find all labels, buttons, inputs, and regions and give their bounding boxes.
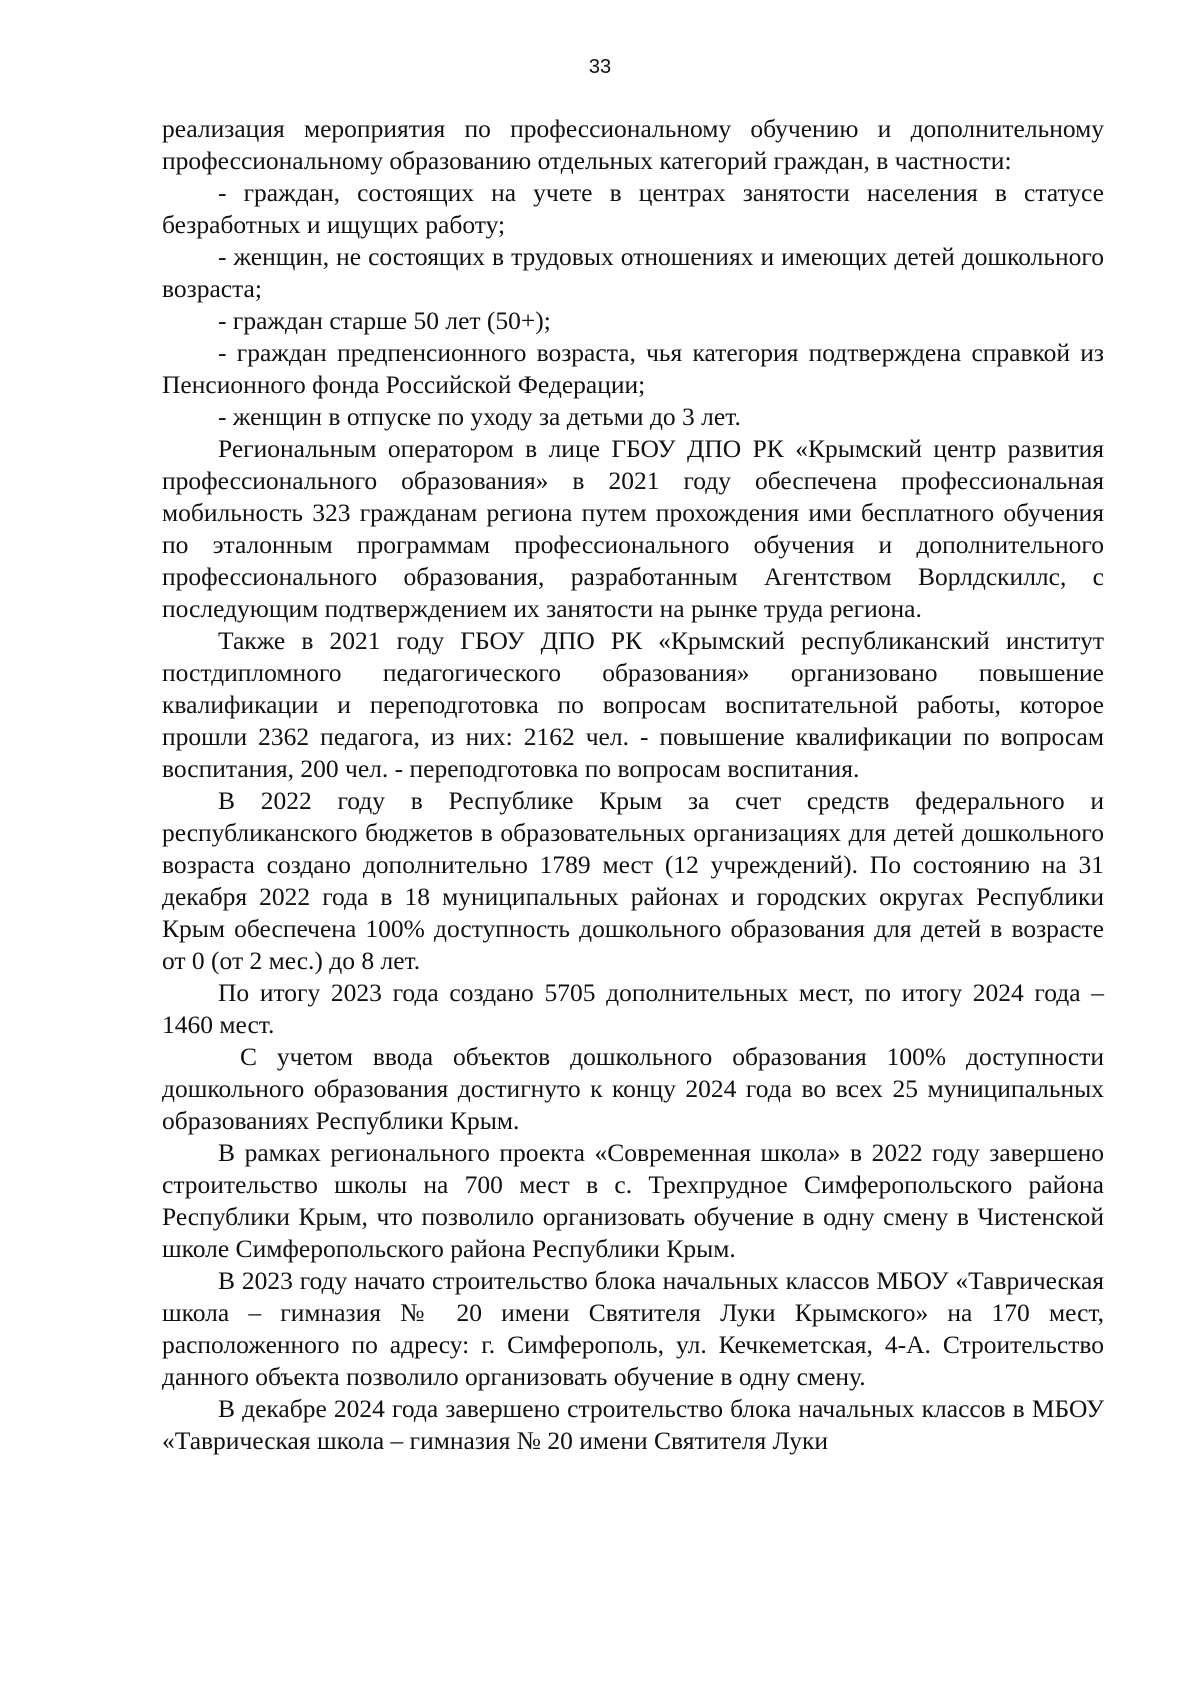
list-item-women-children: - женщин, не состоящих в трудовых отношениях и имеющих детей дошкольного возраста; bbox=[162, 242, 1104, 303]
list-item-unemployed: - граждан, состоящих на учете в центрах занятости населения в статусе безработных и ищущих работу; bbox=[162, 178, 1104, 239]
paragraph-teacher-training: Также в 2021 году ГБОУ ДПО РК «Крымский республиканский институт постдипломного педагогического образования» организовано повышение квалификации и переподготовка по вопросам воспитательной работы, которое прошли 2362 педагога, из них: 2162 чел. - повышение квалификации по вопросам воспитания, 200 чел. - переподготовка по вопросам воспитания. bbox=[162, 626, 1104, 783]
list-item-maternity-leave: - женщин в отпуске по уходу за детьми до 3 лет. bbox=[218, 402, 741, 431]
paragraph-places-2023-2024: По итогу 2023 года создано 5705 дополнительных мест, по итогу 2024 года – 1460 мест. bbox=[162, 978, 1104, 1039]
paragraph-preschool-2022: В 2022 году в Республике Крым за счет средств федерального и республиканского бюджетов в образовательных организациях для детей дошкольного возраста создано дополнительно 1789 мест (12 учреждений). По состоянию на 31 декабря 2022 года в 18 муниципальных районах и городских округах Республики Крым обеспечена 100% доступность дошкольного образования для детей в возрасте от 0 (от 2 мес.) до 8 лет. bbox=[162, 786, 1104, 975]
paragraph-intro: реализация мероприятия по профессиональному обучению и дополнительному профессиональному образованию отдельных категорий граждан, в частности: bbox=[162, 114, 1104, 175]
page-number: 33 bbox=[588, 56, 612, 78]
paragraph-regional-operator: Региональным оператором в лице ГБОУ ДПО РК «Крымский центр развития профессионального образования» в 2021 году обеспечена профессиональная мобильность 323 гражданам региона путем прохождения ими бесплатного обучения по эталонным программам профессионального обучения и дополнительного профессионального образования, разработанным Агентством Ворлдскиллс, с последующим подтверждением их занятости на рынке труда региона. bbox=[162, 434, 1104, 623]
paragraph-preschool-access: С учетом ввода объектов дошкольного образования 100% доступности дошкольного образования достигнуто к концу 2024 года во всех 25 муниципальных образованиях Республики Крым. bbox=[162, 1042, 1104, 1135]
paragraph-construction-2024: В декабре 2024 года завершено строительство блока начальных классов в МБОУ «Таврическая школа – гимназия № 20 имени Святителя Луки bbox=[162, 1394, 1104, 1455]
document-body bbox=[162, 113, 1104, 1457]
list-item-pre-retirement: - граждан предпенсионного возраста, чья категория подтверждена справкой из Пенсионного фонда Российской Федерации; bbox=[162, 338, 1104, 399]
paragraph-construction-2023: В 2023 году начато строительство блока начальных классов МБОУ «Таврическая школа – гимназия № 20 имени Святителя Луки Крымского» на 170 мест, расположенного по адресу: г. Симферополь, ул. Кечкеметская, 4-А. Строительство данного объекта позволило организовать обучение в одну смену. bbox=[162, 1266, 1104, 1391]
paragraph-modern-school: В рамках регионального проекта «Современная школа» в 2022 году завершено строительство школы на 700 мест в с. Трехпрудное Симферопольского района Республики Крым, что позволило организовать обучение в одну смену в Чистенской школе Симферопольского района Республики Крым. bbox=[162, 1138, 1104, 1263]
list-item-over-50: - граждан старше 50 лет (50+); bbox=[218, 306, 551, 335]
